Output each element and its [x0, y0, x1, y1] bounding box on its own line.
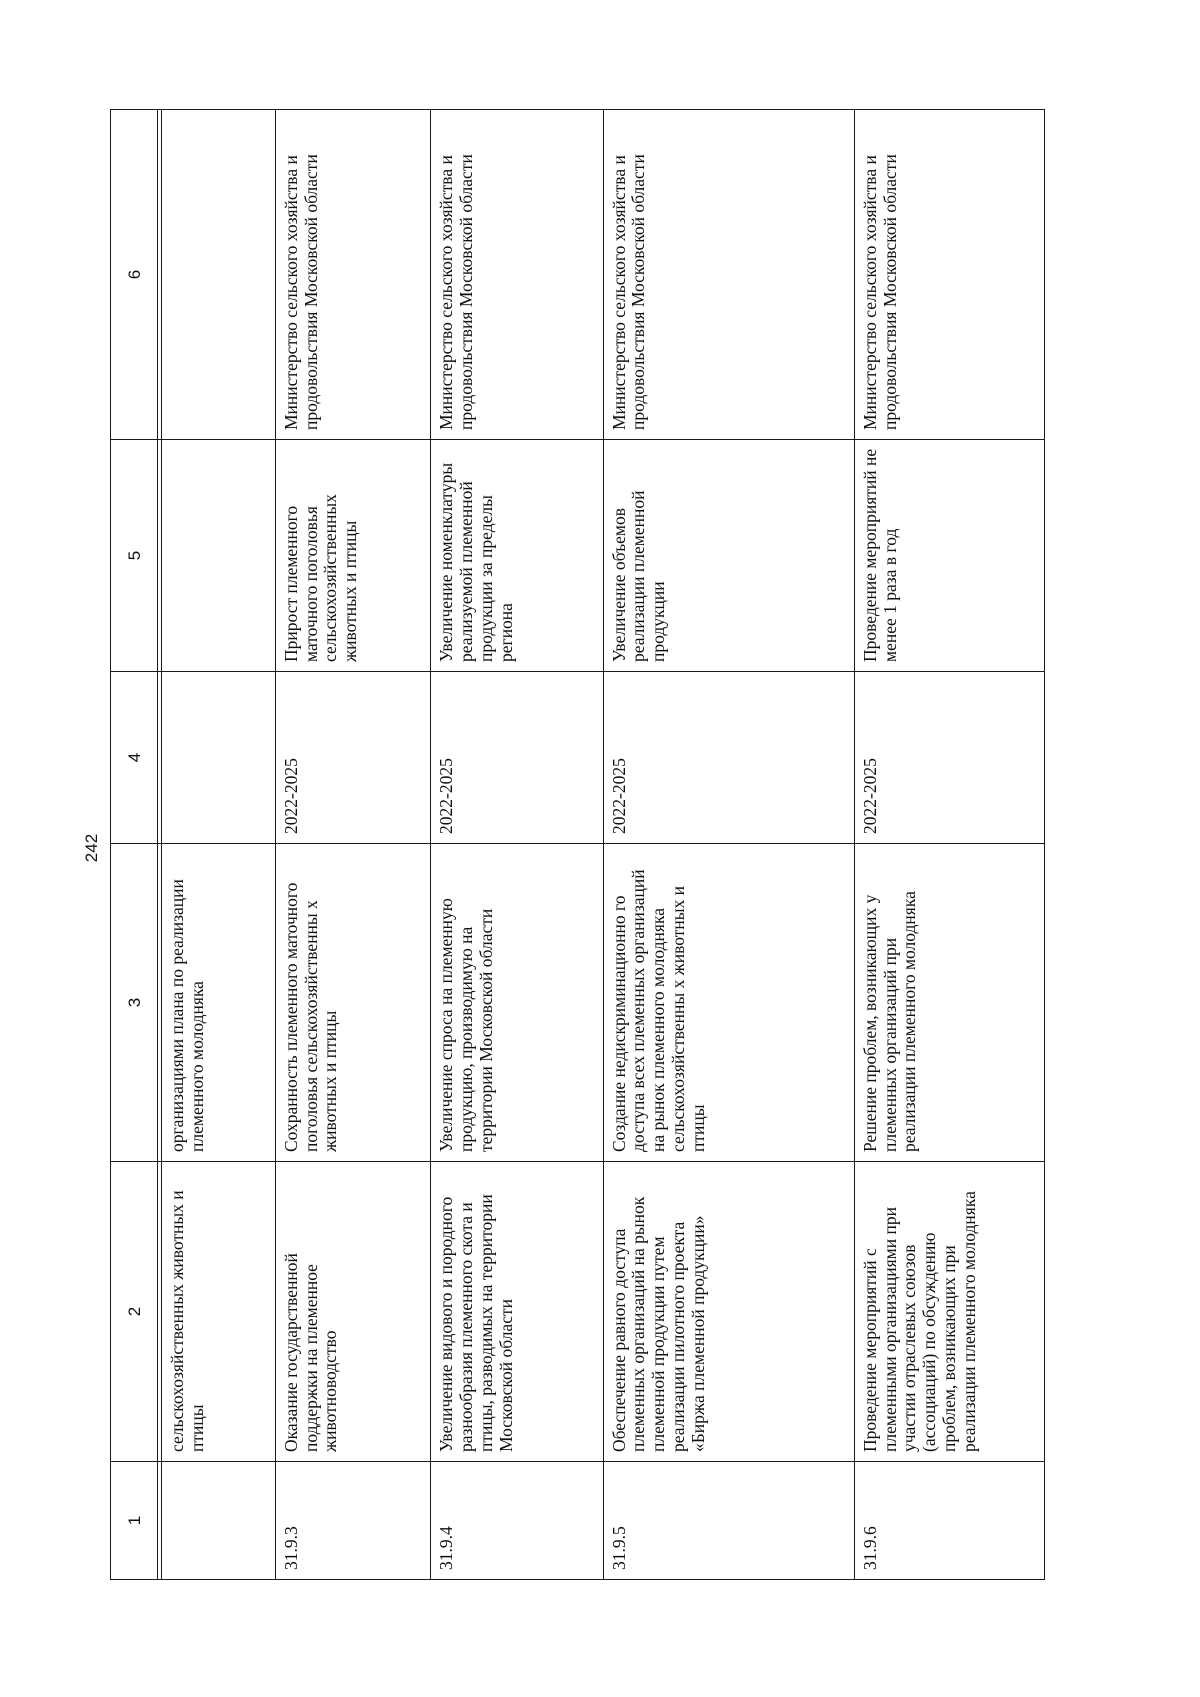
cell-result: Проведение мероприятий не менее 1 раза в год	[854, 440, 1044, 672]
rotated-table-container	[110, 110, 1045, 1580]
cell-responsible	[162, 110, 275, 440]
cell-measure: Оказание государственной поддержки на племенное животноводство	[275, 1162, 430, 1462]
cell-responsible: Министерство сельского хозяйства и продовольствия Московской области	[275, 110, 430, 440]
table-row	[854, 110, 1044, 1580]
table-row	[431, 110, 603, 1580]
cell-period: 2022-2025	[275, 672, 430, 844]
table-row	[275, 110, 430, 1580]
cell-period: 2022-2025	[854, 672, 1044, 844]
cell-id	[162, 1462, 275, 1580]
cell-result	[162, 440, 275, 672]
page-number: 242	[82, 833, 101, 863]
cell-task: Сохранность племенного маточного поголовья сельскохозяйственны х животных и птицы	[275, 844, 430, 1162]
header-cell-3: 3	[111, 844, 158, 1162]
cell-task: Увеличение спроса на племенную продукцию, производимую на территории Московской области	[431, 844, 603, 1162]
cell-measure: Проведение мероприятий с племенными организациями при участии отраслевых союзов (ассоциаций) по обсуждению проблем, возникающих при реализации племенного молодняка	[854, 1162, 1044, 1462]
cell-id: 31.9.6	[854, 1462, 1044, 1580]
cell-period: 2022-2025	[431, 672, 603, 844]
cell-period	[162, 672, 275, 844]
header-cell-6: 6	[111, 110, 158, 440]
cell-result: Прирост племенного маточного поголовья сельскохозяйственных животных и птицы	[275, 440, 430, 672]
cell-id: 31.9.3	[275, 1462, 430, 1580]
table-header-row	[111, 110, 158, 1580]
header-cell-1: 1	[111, 1462, 158, 1580]
cell-id: 31.9.4	[431, 1462, 603, 1580]
cell-measure: сельскохозяйственных животных и птицы	[162, 1162, 275, 1462]
table-row	[603, 110, 854, 1580]
cell-period: 2022-2025	[603, 672, 854, 844]
cell-responsible: Министерство сельского хозяйства и продовольствия Московской области	[431, 110, 603, 440]
cell-measure: Увеличение видового и породного разнообразия племенного скота и птицы, разводимых на территории Московской области	[431, 1162, 603, 1462]
header-cell-5: 5	[111, 440, 158, 672]
header-cell-2: 2	[111, 1162, 158, 1462]
cell-task: Решение проблем, возникающих у племенных организаций при реализации племенного молодняка	[854, 844, 1044, 1162]
cell-measure: Обеспечение равного доступа племенных организаций на рынок племенной продукции путем реализации пилотного проекта «Биржа племенной продукции»	[603, 1162, 854, 1462]
cell-task: Создание недискриминационно го доступа всех племенных организаций на рынок племенного молодняка сельскохозяйственны х животных и птицы	[603, 844, 854, 1162]
cell-id: 31.9.5	[603, 1462, 854, 1580]
cell-responsible: Министерство сельского хозяйства и продовольствия Московской области	[603, 110, 854, 440]
measures-table	[110, 109, 1045, 1580]
cell-result: Увеличение объемов реализации племенной продукции	[603, 440, 854, 672]
cell-task: организациями плана по реализации племенного молодняка	[162, 844, 275, 1162]
cell-responsible: Министерство сельского хозяйства и продовольствия Московской области	[854, 110, 1044, 440]
cell-result: Увеличение номенклатуры реализуемой племенной продукции за пределы региона	[431, 440, 603, 672]
header-cell-4: 4	[111, 672, 158, 844]
table-row	[162, 110, 275, 1580]
